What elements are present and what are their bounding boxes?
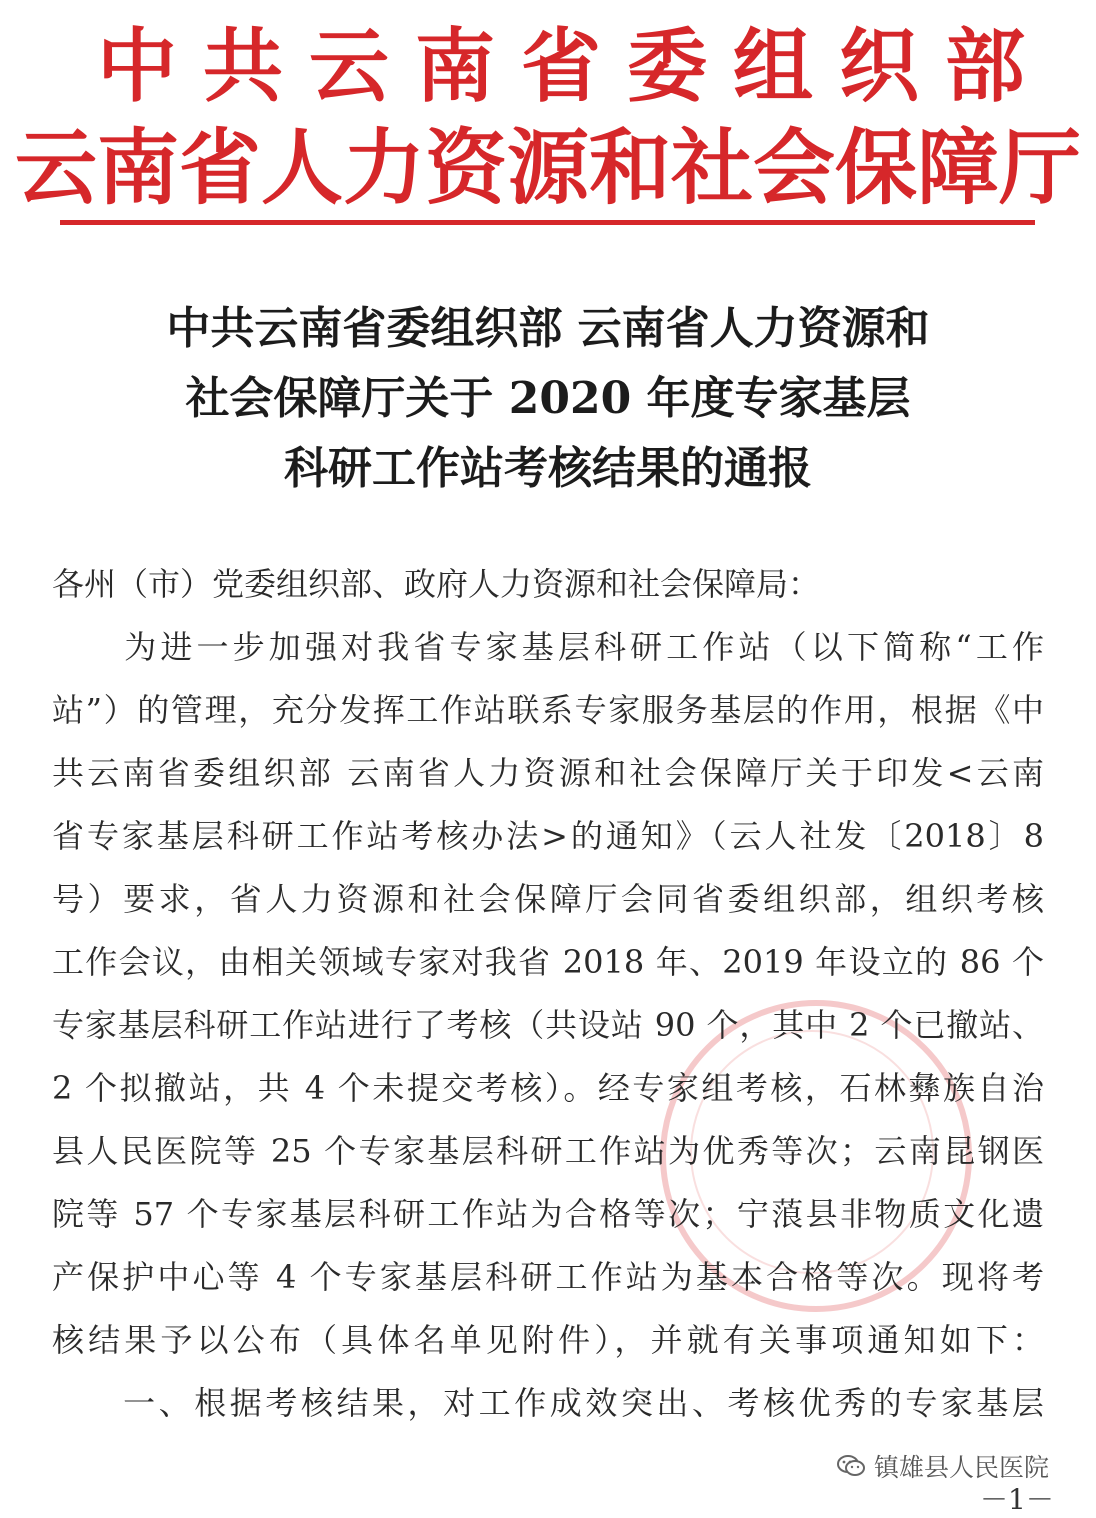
- letterhead-line-1: 中共云南省委组织部: [97, 19, 1051, 113]
- title-line: 社会保障厅关于 2020 年度专家基层: [185, 373, 911, 424]
- body-line: 号）要求，省人力资源和社会保障厅会同省委组织部，组织考核: [52, 880, 1044, 918]
- document-title: [0, 294, 1096, 504]
- page-number: －1－: [980, 1483, 1054, 1516]
- body-line: 共云南省委组织部 云南省人力资源和社会保障厅关于印发<云南: [52, 754, 1044, 792]
- body-line: 省专家基层科研工作站考核办法>的通知》（云人社发〔2018〕8: [52, 817, 1044, 855]
- body-line: 一、根据考核结果，对工作成效突出、考核优秀的专家基层: [52, 1384, 1044, 1422]
- body-line: 核结果予以公布（具体名单见附件），并就有关事项通知如下：: [52, 1321, 1044, 1359]
- body-line: 县人民医院等 25 个专家基层科研工作站为优秀等次；云南昆钢医: [52, 1132, 1044, 1170]
- body-line: 院等 57 个专家基层科研工作站为合格等次；宁蒗县非物质文化遗: [52, 1195, 1044, 1233]
- document-body: [52, 553, 1044, 1435]
- body-line: 为进一步加强对我省专家基层科研工作站（以下简称“工作: [52, 628, 1044, 666]
- title-line: 科研工作站考核结果的通报: [284, 443, 812, 494]
- body-line: 工作会议，由相关领域专家对我省 2018 年、2019 年设立的 86 个: [52, 943, 1044, 981]
- title-line: 中共云南省委组织部 云南省人力资源和: [166, 303, 930, 354]
- salutation: 各州（市）党委组织部、政府人力资源和社会保障局：: [52, 565, 821, 603]
- body-line: 专家基层科研工作站进行了考核（共设站 90 个，其中 2 个已撤站、: [52, 1006, 1044, 1044]
- body-line: 站”）的管理，充分发挥工作站联系专家服务基层的作用，根据《中: [52, 691, 1044, 729]
- body-line: 产保护中心等 4 个专家基层科研工作站为基本合格等次。现将考: [52, 1258, 1044, 1296]
- body-line: 2 个拟撤站，共 4 个未提交考核）。经专家组考核，石林彝族自治: [52, 1069, 1044, 1107]
- watermark-text: 镇雄县人民医院: [874, 1453, 1050, 1482]
- letterhead-red-rule: [60, 220, 1035, 225]
- letterhead-line-2: 云南省人力资源和社会保障厅: [14, 120, 1081, 216]
- wechat-icon: [836, 1453, 866, 1479]
